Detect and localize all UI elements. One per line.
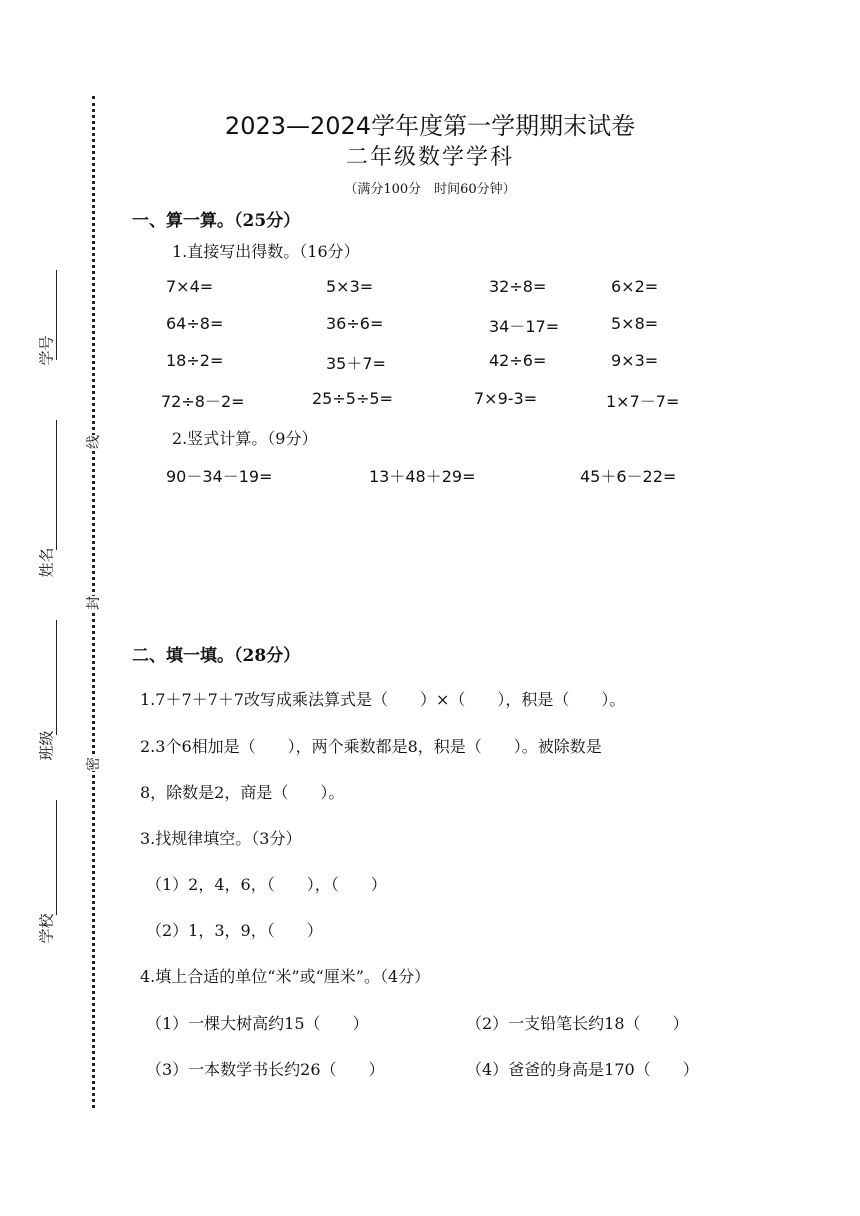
vertical-calc-item: 90－34－19= (166, 467, 273, 486)
question-3-heading: 3.找规律填空。（3分） (140, 829, 302, 848)
calc-item: 36÷6= (326, 314, 384, 333)
part2-heading: 2.竖式计算。（9分） (172, 429, 318, 448)
question-4-item: （2）一支铅笔长约18（ ） (466, 1014, 689, 1033)
section1-heading: 一、算一算。（25分） (132, 211, 301, 231)
exam-note: （满分100分 时间60分钟） (344, 182, 516, 197)
seal-mark-seal: 封 (83, 596, 103, 610)
calc-item: 5×3= (326, 277, 374, 296)
calc-item: 35＋7= (326, 354, 386, 373)
part1-heading: 1.直接写出得数。（16分） (172, 242, 360, 261)
label-student-id: 学号 (37, 335, 56, 366)
vertical-calc-item: 13＋48＋29= (369, 467, 476, 486)
question-2-line1: 2.3个6相加是（ ），两个乘数都是8，积是（ ）。被除数是 (140, 737, 602, 756)
calc-item: 5×8= (611, 314, 659, 333)
calc-item: 32÷8= (489, 277, 547, 296)
calc-item: 25÷5÷5= (312, 389, 393, 408)
question-3-item: （1）2，4，6，（ ），（ ） (146, 875, 387, 894)
calc-item: 7×4= (166, 277, 214, 296)
exam-title: 2023—2024学年度第一学期期末试卷 (224, 112, 636, 140)
calc-item: 64÷8= (166, 314, 224, 333)
calc-item: 34－17= (489, 317, 560, 336)
label-name: 姓名 (37, 547, 56, 578)
vertical-calc-item: 45＋6－22= (580, 467, 677, 486)
calc-item: 18÷2= (166, 351, 224, 370)
question-4-item: （4）爸爸的身高是170（ ） (466, 1060, 699, 1079)
question-4-item: （3）一本数学书长约26（ ） (146, 1060, 385, 1079)
exam-subtitle: 二年级数学学科 (345, 145, 514, 170)
label-school: 学校 (37, 913, 56, 944)
question-4-heading: 4.填上合适的单位“米”或“厘米”。（4分） (140, 967, 431, 986)
question-2-line2: 8，除数是2，商是（ ）。 (140, 783, 345, 802)
section2-heading: 二、填一填。（28分） (132, 646, 301, 666)
name-blank (56, 420, 57, 550)
seal-mark-line: 线 (83, 435, 103, 449)
calc-item: 42÷6= (489, 351, 547, 370)
question-4-item: （1）一棵大树高约15（ ） (146, 1014, 369, 1033)
question-1: 1.7＋7＋7＋7改写成乘法算式是（ ）×（ ），积是（ ）。 (140, 690, 626, 709)
calc-item: 1×7－7= (606, 392, 680, 411)
class-blank (56, 620, 57, 735)
calc-item: 6×2= (611, 277, 659, 296)
school-blank (56, 800, 57, 915)
calc-item: 7×9-3= (474, 389, 538, 408)
seal-mark-secret: 密 (83, 757, 103, 771)
question-3-item: （2）1，3，9，（ ） (146, 921, 323, 940)
calc-item: 9×3= (611, 351, 659, 370)
calc-item: 72÷8－2= (161, 392, 245, 411)
label-class: 班级 (37, 730, 56, 761)
